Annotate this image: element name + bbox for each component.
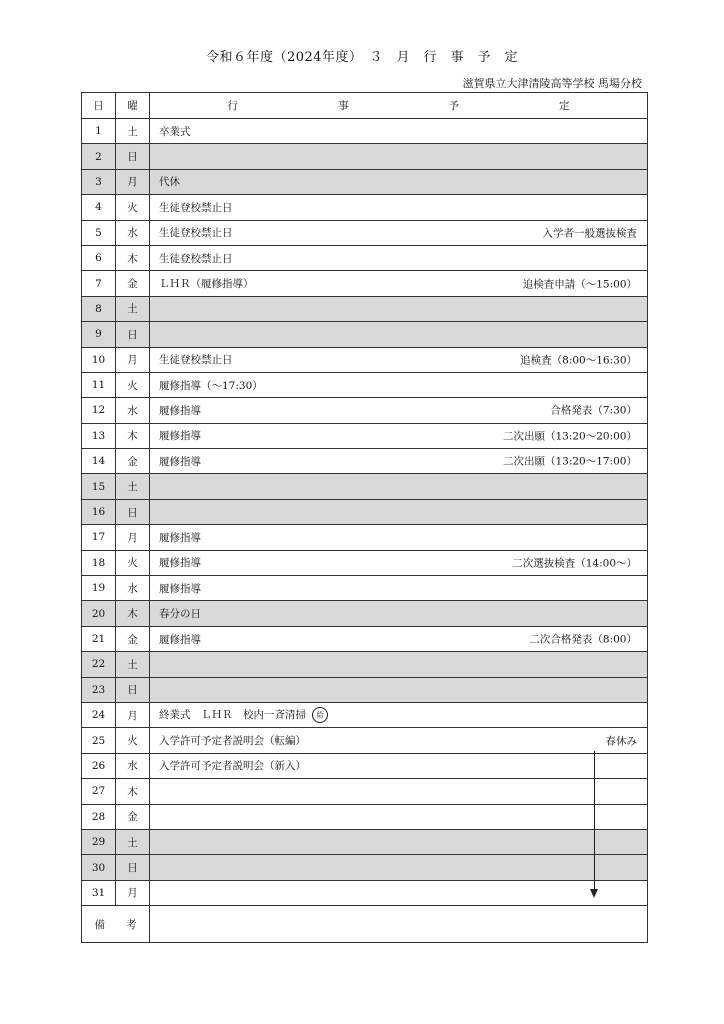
event-cell — [150, 322, 648, 347]
event-note: 二次合格発表（8:00） — [529, 633, 637, 646]
event-text: 履修指導 — [159, 633, 201, 646]
table-row — [82, 499, 648, 524]
day-cell: 4 — [82, 195, 116, 220]
weekday-cell: 土 — [116, 296, 150, 321]
event-cell — [150, 474, 648, 499]
weekday-cell: 土 — [116, 119, 150, 144]
table-row — [82, 347, 648, 372]
weekday-cell: 火 — [116, 550, 150, 575]
table-row — [82, 322, 648, 347]
event-cell — [150, 119, 648, 144]
event-cell — [150, 347, 648, 372]
event-text: 生徒登校禁止日 — [159, 354, 233, 367]
weekday-cell: 火 — [116, 195, 150, 220]
schedule-table — [81, 92, 648, 943]
event-cell — [150, 880, 648, 905]
event-text: 履修指導（～17:30） — [159, 379, 263, 392]
table-row — [82, 220, 648, 245]
day-cell: 3 — [82, 169, 116, 194]
event-cell — [150, 220, 648, 245]
table-row — [82, 626, 648, 651]
table-row — [82, 728, 648, 753]
table-row — [82, 474, 648, 499]
header-events-char: 事 — [338, 100, 349, 112]
table-row — [82, 296, 648, 321]
event-text: ＬＨＲ（履修指導） — [159, 278, 254, 291]
lunch-stamp-icon: 給 — [312, 707, 328, 723]
day-cell: 22 — [82, 652, 116, 677]
remarks-row — [82, 906, 648, 943]
event-cell — [150, 550, 648, 575]
day-cell: 28 — [82, 804, 116, 829]
event-note: 追検査申請（～15:00） — [522, 278, 637, 291]
weekday-cell: 日 — [116, 677, 150, 702]
event-cell — [150, 245, 648, 270]
day-cell: 30 — [82, 855, 116, 880]
event-note: 入学者一般選抜検査 — [542, 227, 637, 240]
day-cell: 8 — [82, 296, 116, 321]
event-text: 生徒登校禁止日 — [159, 201, 233, 214]
event-note: 二次選抜検査（14:00～） — [512, 557, 637, 570]
header-events — [150, 93, 648, 119]
table-row — [82, 119, 648, 144]
weekday-cell: 月 — [116, 169, 150, 194]
table-row — [82, 271, 648, 296]
day-cell: 9 — [82, 322, 116, 347]
day-cell: 16 — [82, 499, 116, 524]
event-cell — [150, 169, 648, 194]
table-row — [82, 576, 648, 601]
header-weekday: 曜 — [116, 93, 150, 119]
weekday-cell: 金 — [116, 626, 150, 651]
day-cell: 31 — [82, 880, 116, 905]
header-events-char: 予 — [448, 100, 459, 112]
event-cell — [150, 652, 648, 677]
day-cell: 27 — [82, 779, 116, 804]
event-cell — [150, 829, 648, 854]
event-cell — [150, 601, 648, 626]
school-name: 滋賀県立大津清陵高等学校 馬場分校 — [462, 77, 642, 90]
event-note: 追検査（8:00～16:30） — [520, 354, 637, 367]
weekday-cell: 月 — [116, 347, 150, 372]
header-day: 日 — [82, 93, 116, 119]
table-row — [82, 652, 648, 677]
table-row — [82, 372, 648, 397]
event-cell — [150, 702, 648, 727]
event-text: 春分の日 — [159, 608, 201, 621]
event-cell — [150, 728, 648, 753]
day-cell: 20 — [82, 601, 116, 626]
event-cell — [150, 677, 648, 702]
event-text: 生徒登校禁止日 — [159, 227, 233, 240]
event-cell — [150, 499, 648, 524]
event-text: 履修指導 — [159, 582, 201, 595]
table-row — [82, 449, 648, 474]
event-text: 履修指導 — [159, 531, 201, 544]
day-cell: 10 — [82, 347, 116, 372]
table-row — [82, 169, 648, 194]
event-text: 履修指導 — [159, 557, 201, 570]
weekday-cell: 金 — [116, 271, 150, 296]
day-cell: 11 — [82, 372, 116, 397]
table-row — [82, 601, 648, 626]
event-cell — [150, 271, 648, 296]
event-cell — [150, 804, 648, 829]
event-text: 卒業式 — [159, 125, 191, 138]
weekday-cell: 日 — [116, 144, 150, 169]
event-note: 春休み — [605, 735, 637, 748]
weekday-cell: 月 — [116, 880, 150, 905]
table-row — [82, 525, 648, 550]
day-cell: 5 — [82, 220, 116, 245]
event-text: 入学許可予定者説明会（新入） — [159, 760, 306, 773]
event-cell — [150, 449, 648, 474]
event-cell — [150, 144, 648, 169]
day-cell: 13 — [82, 423, 116, 448]
day-cell: 23 — [82, 677, 116, 702]
event-note: 二次出願（13:20～20:00） — [502, 430, 637, 443]
day-cell: 7 — [82, 271, 116, 296]
spring-break-arrow-head — [590, 889, 598, 898]
weekday-cell: 木 — [116, 601, 150, 626]
table-row — [82, 245, 648, 270]
weekday-cell: 土 — [116, 652, 150, 677]
day-cell: 21 — [82, 626, 116, 651]
schedule-rows — [82, 119, 648, 906]
weekday-cell: 金 — [116, 804, 150, 829]
event-cell — [150, 855, 648, 880]
event-text: 履修指導 — [159, 455, 201, 468]
weekday-cell: 日 — [116, 499, 150, 524]
weekday-cell: 水 — [116, 576, 150, 601]
weekday-cell: 木 — [116, 423, 150, 448]
remarks-label: 備 考 — [82, 906, 150, 943]
table-row — [82, 702, 648, 727]
weekday-cell: 日 — [116, 855, 150, 880]
table-row — [82, 829, 648, 854]
table-row — [82, 753, 648, 778]
event-cell — [150, 195, 648, 220]
day-cell: 15 — [82, 474, 116, 499]
event-text: 生徒登校禁止日 — [159, 252, 233, 265]
weekday-cell: 水 — [116, 398, 150, 423]
header-events-char: 行 — [227, 100, 238, 112]
weekday-cell: 火 — [116, 372, 150, 397]
day-cell: 25 — [82, 728, 116, 753]
event-cell — [150, 753, 648, 778]
event-note: 二次出願（13:20～17:00） — [502, 455, 637, 468]
event-text: 履修指導 — [159, 404, 201, 417]
day-cell: 2 — [82, 144, 116, 169]
table-row — [82, 195, 648, 220]
weekday-cell: 日 — [116, 322, 150, 347]
table-row — [82, 144, 648, 169]
day-cell: 18 — [82, 550, 116, 575]
day-cell: 1 — [82, 119, 116, 144]
weekday-cell: 木 — [116, 245, 150, 270]
day-cell: 12 — [82, 398, 116, 423]
table-row — [82, 423, 648, 448]
event-cell — [150, 372, 648, 397]
table-row — [82, 550, 648, 575]
day-cell: 14 — [82, 449, 116, 474]
weekday-cell: 土 — [116, 474, 150, 499]
table-row — [82, 855, 648, 880]
weekday-cell: 火 — [116, 728, 150, 753]
event-text: 入学許可予定者説明会（転編） — [159, 735, 306, 748]
table-row — [82, 398, 648, 423]
event-note: 合格発表（7:30） — [550, 404, 637, 417]
weekday-cell: 月 — [116, 525, 150, 550]
table-row — [82, 880, 648, 905]
table-row — [82, 677, 648, 702]
event-cell — [150, 398, 648, 423]
table-row — [82, 779, 648, 804]
event-cell — [150, 779, 648, 804]
remarks-cell — [150, 906, 648, 943]
header-events-char: 定 — [559, 100, 570, 112]
day-cell: 6 — [82, 245, 116, 270]
day-cell: 24 — [82, 702, 116, 727]
weekday-cell: 土 — [116, 829, 150, 854]
weekday-cell: 月 — [116, 702, 150, 727]
event-cell — [150, 525, 648, 550]
event-text: 代休 — [159, 176, 180, 189]
event-cell — [150, 626, 648, 651]
spring-break-arrow-line — [594, 751, 595, 891]
day-cell: 19 — [82, 576, 116, 601]
table-row — [82, 804, 648, 829]
event-cell — [150, 423, 648, 448]
day-cell: 29 — [82, 829, 116, 854]
weekday-cell: 金 — [116, 449, 150, 474]
page-title: 令和６年度（2024年度） ３ 月 行 事 予 定 — [205, 50, 519, 65]
event-cell — [150, 296, 648, 321]
weekday-cell: 水 — [116, 753, 150, 778]
event-cell — [150, 576, 648, 601]
table-header-row — [82, 93, 648, 119]
weekday-cell: 水 — [116, 220, 150, 245]
day-cell: 26 — [82, 753, 116, 778]
event-text: 終業式 ＬＨＲ 校内一斉清掃 — [159, 709, 306, 722]
event-text: 履修指導 — [159, 430, 201, 443]
day-cell: 17 — [82, 525, 116, 550]
weekday-cell: 木 — [116, 779, 150, 804]
